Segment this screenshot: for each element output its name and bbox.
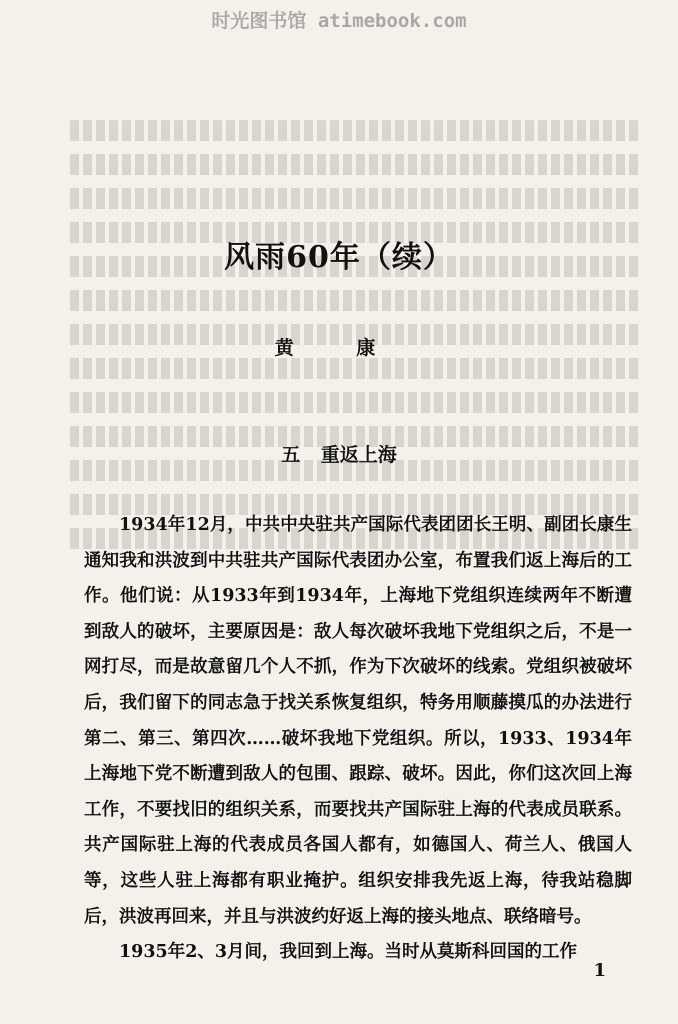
author-name: 黄 康 — [274, 337, 404, 359]
paragraph: 1935年2、3月间，我回到上海。当时从莫斯科回国的工作 — [119, 942, 578, 963]
watermark: 时光图书馆 atimebook.com — [211, 10, 467, 32]
section-heading: 五 重返上海 — [281, 444, 397, 466]
page-number: 1 — [593, 960, 606, 981]
body-text — [84, 508, 632, 971]
article-title: 风雨60年（续） — [224, 240, 454, 275]
paragraph: 1934年12月，中共中央驻共产国际代表团团长王明、副团长康生通知我和洪波到中共驻共产国际代表团办公室，布置我们返上海后的工作。他们说：从1933年到1934年，上海地下党组织连续两年不断遭到敌人的破坏，主要原因是：敌人每次破坏我地下党组织之后，不是一网打尽，而是故意留几个人不抓，作为下次破坏的线索。党组织被破坏后，我们留下的同志急于找关系恢复组织，特务用顺藤摸瓜的办法进行第二、第三、第四次……破坏我地下党组织。所以，1933、1934年上海地下党不断遭到敌人的包围、跟踪、破坏。因此，你们这次回上海工作，不要找旧的组织关系，而要找共产国际驻上海的代表成员联系。共产国际驻上海的代表成员各国人都有，如德国人、荷兰人、俄国人等，这些人驻上海都有职业掩护。组织安排我先返上海，待我站稳脚后，洪波再回来，并且与洪波约好返上海的接头地点、联络暗号。 — [84, 515, 632, 927]
